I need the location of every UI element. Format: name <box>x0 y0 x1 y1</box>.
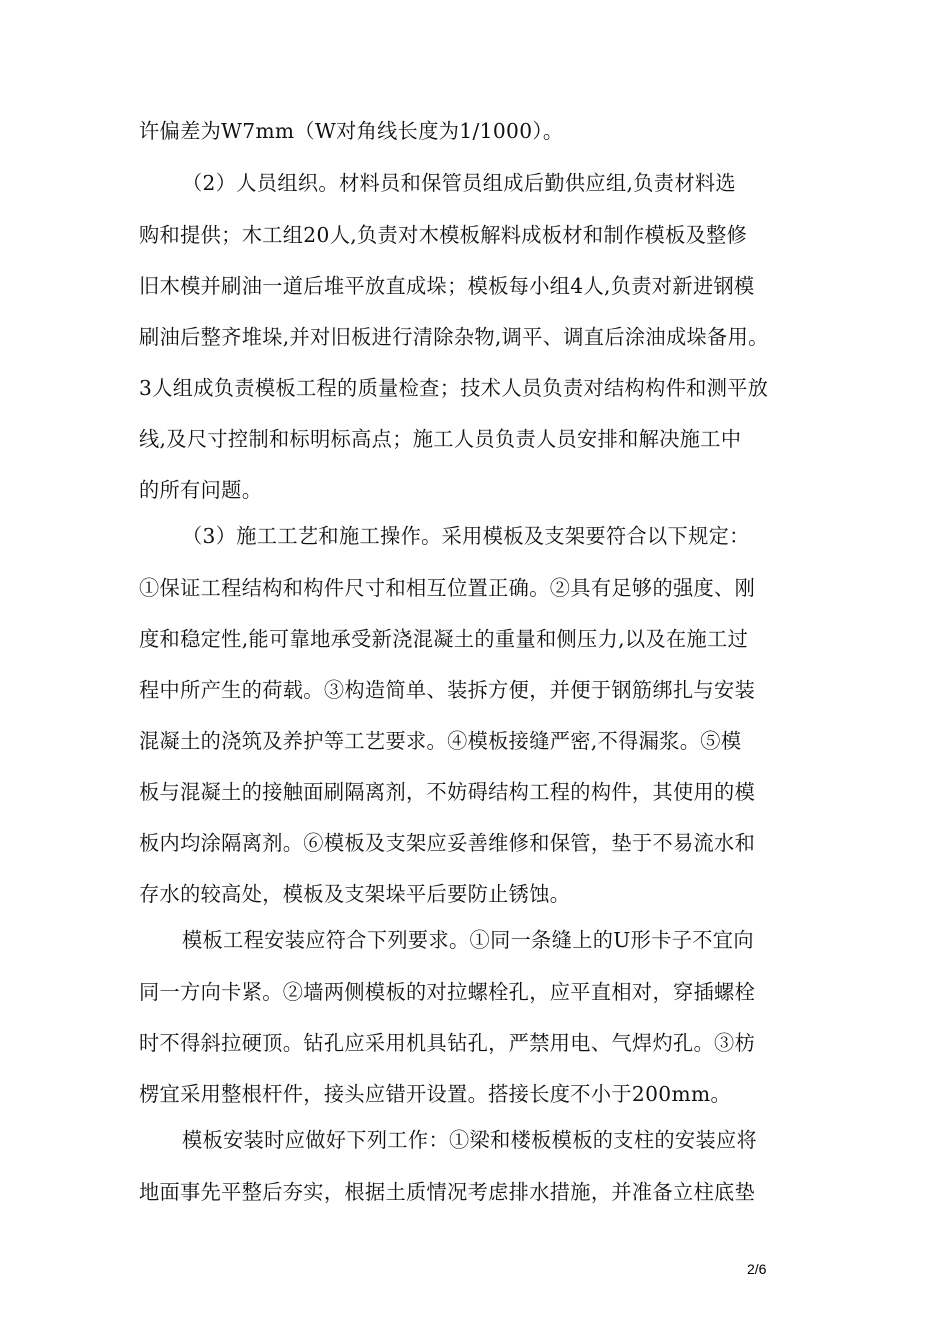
text-line: 混凝土的浇筑及养护等工艺要求。④模板接缝严密,不得漏浆。⑤模 <box>139 729 742 753</box>
text-line: 模板工程安装应符合下列要求。①同一条缝上的U形卡子不宜向 <box>182 928 754 952</box>
text-line: 时不得斜拉硬顶。钻孔应采用机具钻孔，严禁用电、气焊灼孔。③枋 <box>139 1031 756 1055</box>
text-line: 度和稳定性,能可靠地承受新浇混凝土的重量和侧压力,以及在施工过 <box>139 627 749 651</box>
text-line: 板内均涂隔离剂。⑥模板及支架应妥善维修和保管，垫于不易流水和 <box>139 831 756 855</box>
page-number: 2/6 <box>747 1261 767 1277</box>
text-line: （3）施工工艺和施工操作。采用模板及支架要符合以下规定： <box>182 524 750 548</box>
text-line: 同一方向卡紧。②墙两侧模板的对拉螺栓孔，应平直相对，穿插螺栓 <box>139 980 756 1004</box>
text-line: 刷油后整齐堆垛,并对旧板进行清除杂物,调平、调直后涂油成垛备用。 <box>139 325 769 349</box>
text-line: 程中所产生的荷载。③构造简单、装拆方便，并便于钢筋绑扎与安装 <box>139 678 756 702</box>
text-line: 板与混凝土的接触面刷隔离剂，不妨碍结构工程的构件，其使用的模 <box>139 780 756 804</box>
text-line: 地面事先平整后夯实，根据土质情况考虑排水措施，并准备立柱底垫 <box>139 1180 756 1204</box>
text-line: 模板安装时应做好下列工作：①梁和楼板模板的支柱的安装应将 <box>182 1128 758 1152</box>
text-line: 购和提供；木工组20人,负责对木模板解料成板材和制作模板及整修 <box>139 223 748 247</box>
text-line: 楞宜采用整根杆件，接头应错开设置。搭接长度不小于200mm。 <box>139 1082 732 1106</box>
text-line: （2）人员组织。材料员和保管员组成后勤供应组,负责材料选 <box>182 171 736 195</box>
text-line: 3人组成负责模板工程的质量检查；技术人员负责对结构构件和测平放 <box>139 376 769 400</box>
text-line: ①保证工程结构和构件尺寸和相互位置正确。②具有足够的强度、刚 <box>139 576 756 600</box>
text-line: 线,及尺寸控制和标明标高点；施工人员负责人员安排和解决施工中 <box>139 427 742 451</box>
text-line: 旧木模并刷油一道后堆平放直成垛；模板每小组4人,负责对新进钢模 <box>139 274 755 298</box>
text-line: 的所有问题。 <box>139 478 263 502</box>
text-line: 许偏差为W7mm（W对角线长度为1/1000）。 <box>139 119 564 143</box>
text-line: 存水的较高处，模板及支架垛平后要防止锈蚀。 <box>139 882 571 906</box>
